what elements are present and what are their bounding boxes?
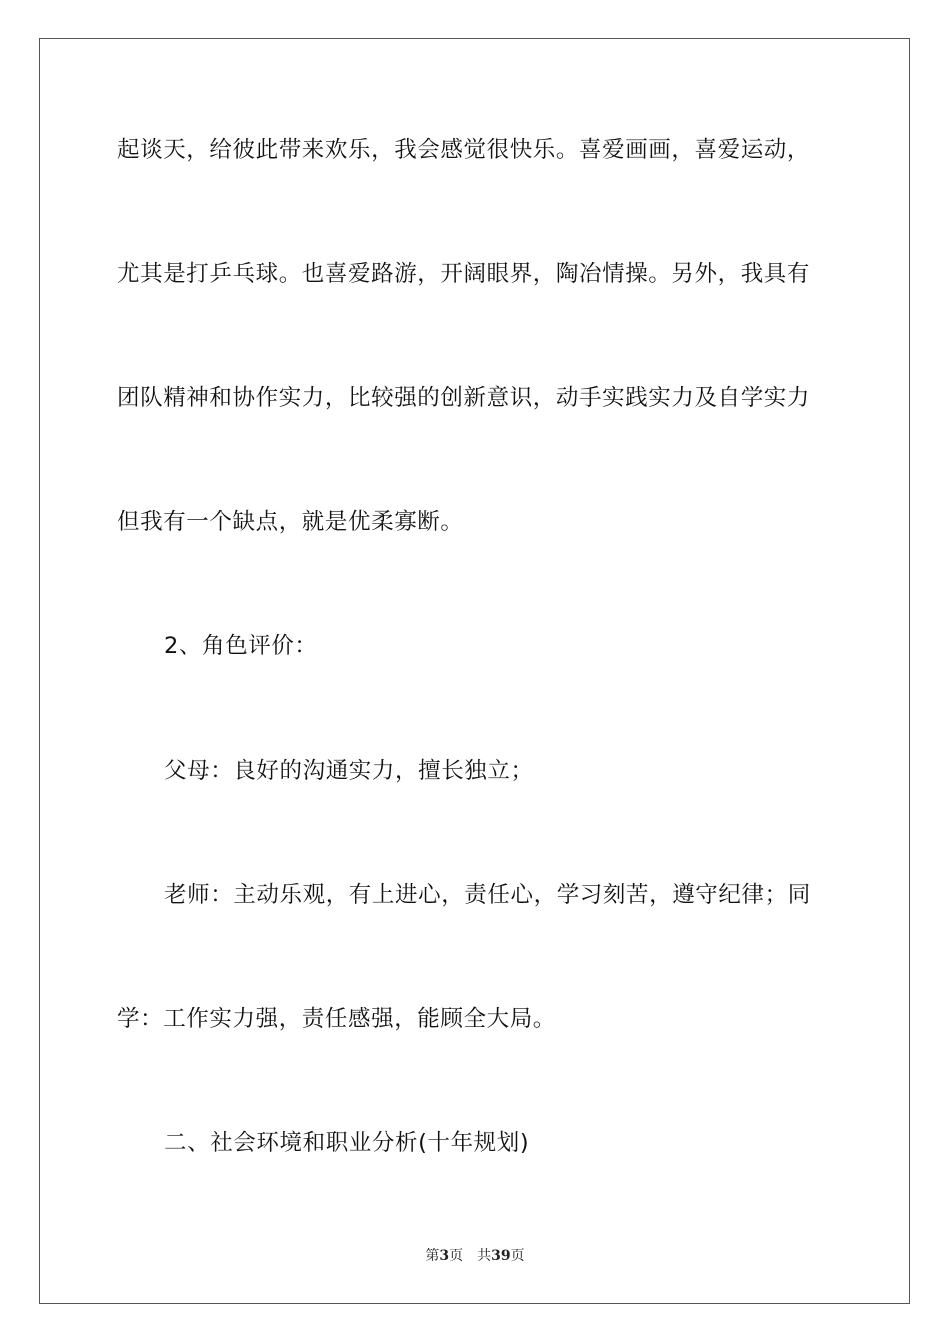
section-heading: 二、社会环境和职业分析(十年规划) [164,1130,530,1156]
page-prefix: 第 [425,1248,440,1264]
body-text-line: 但我有一个缺点，就是优柔寡断。 [117,509,464,535]
body-text-line: 学：工作实力强，责任感强，能顾全大局。 [117,1006,556,1032]
page-number: 3 [439,1248,450,1264]
page-border [39,38,910,1304]
total-prefix: 共 [477,1248,492,1264]
section-heading: 2、角色评价： [164,633,318,659]
body-text-line: 尤其是打乒乓球。也喜爱路游，开阔眼界，陶冶情操。另外，我具有 [117,261,811,287]
body-text-line: 父母：良好的沟通实力，擅长独立； [164,758,534,784]
body-text-line: 老师：主动乐观，有上进心，责任心，学习刻苦，遵守纪律；同 [164,882,811,908]
body-text-line: 团队精神和协作实力，比较强的创新意识，动手实践实力及自学实力 [117,385,811,411]
page-suffix: 页 [449,1248,464,1264]
total-suffix: 页 [510,1248,525,1264]
total-pages: 39 [491,1248,511,1264]
page-footer [0,1247,950,1265]
body-text-line: 起谈天，给彼此带来欢乐，我会感觉很快乐。喜爱画画，喜爱运动， [117,137,811,163]
